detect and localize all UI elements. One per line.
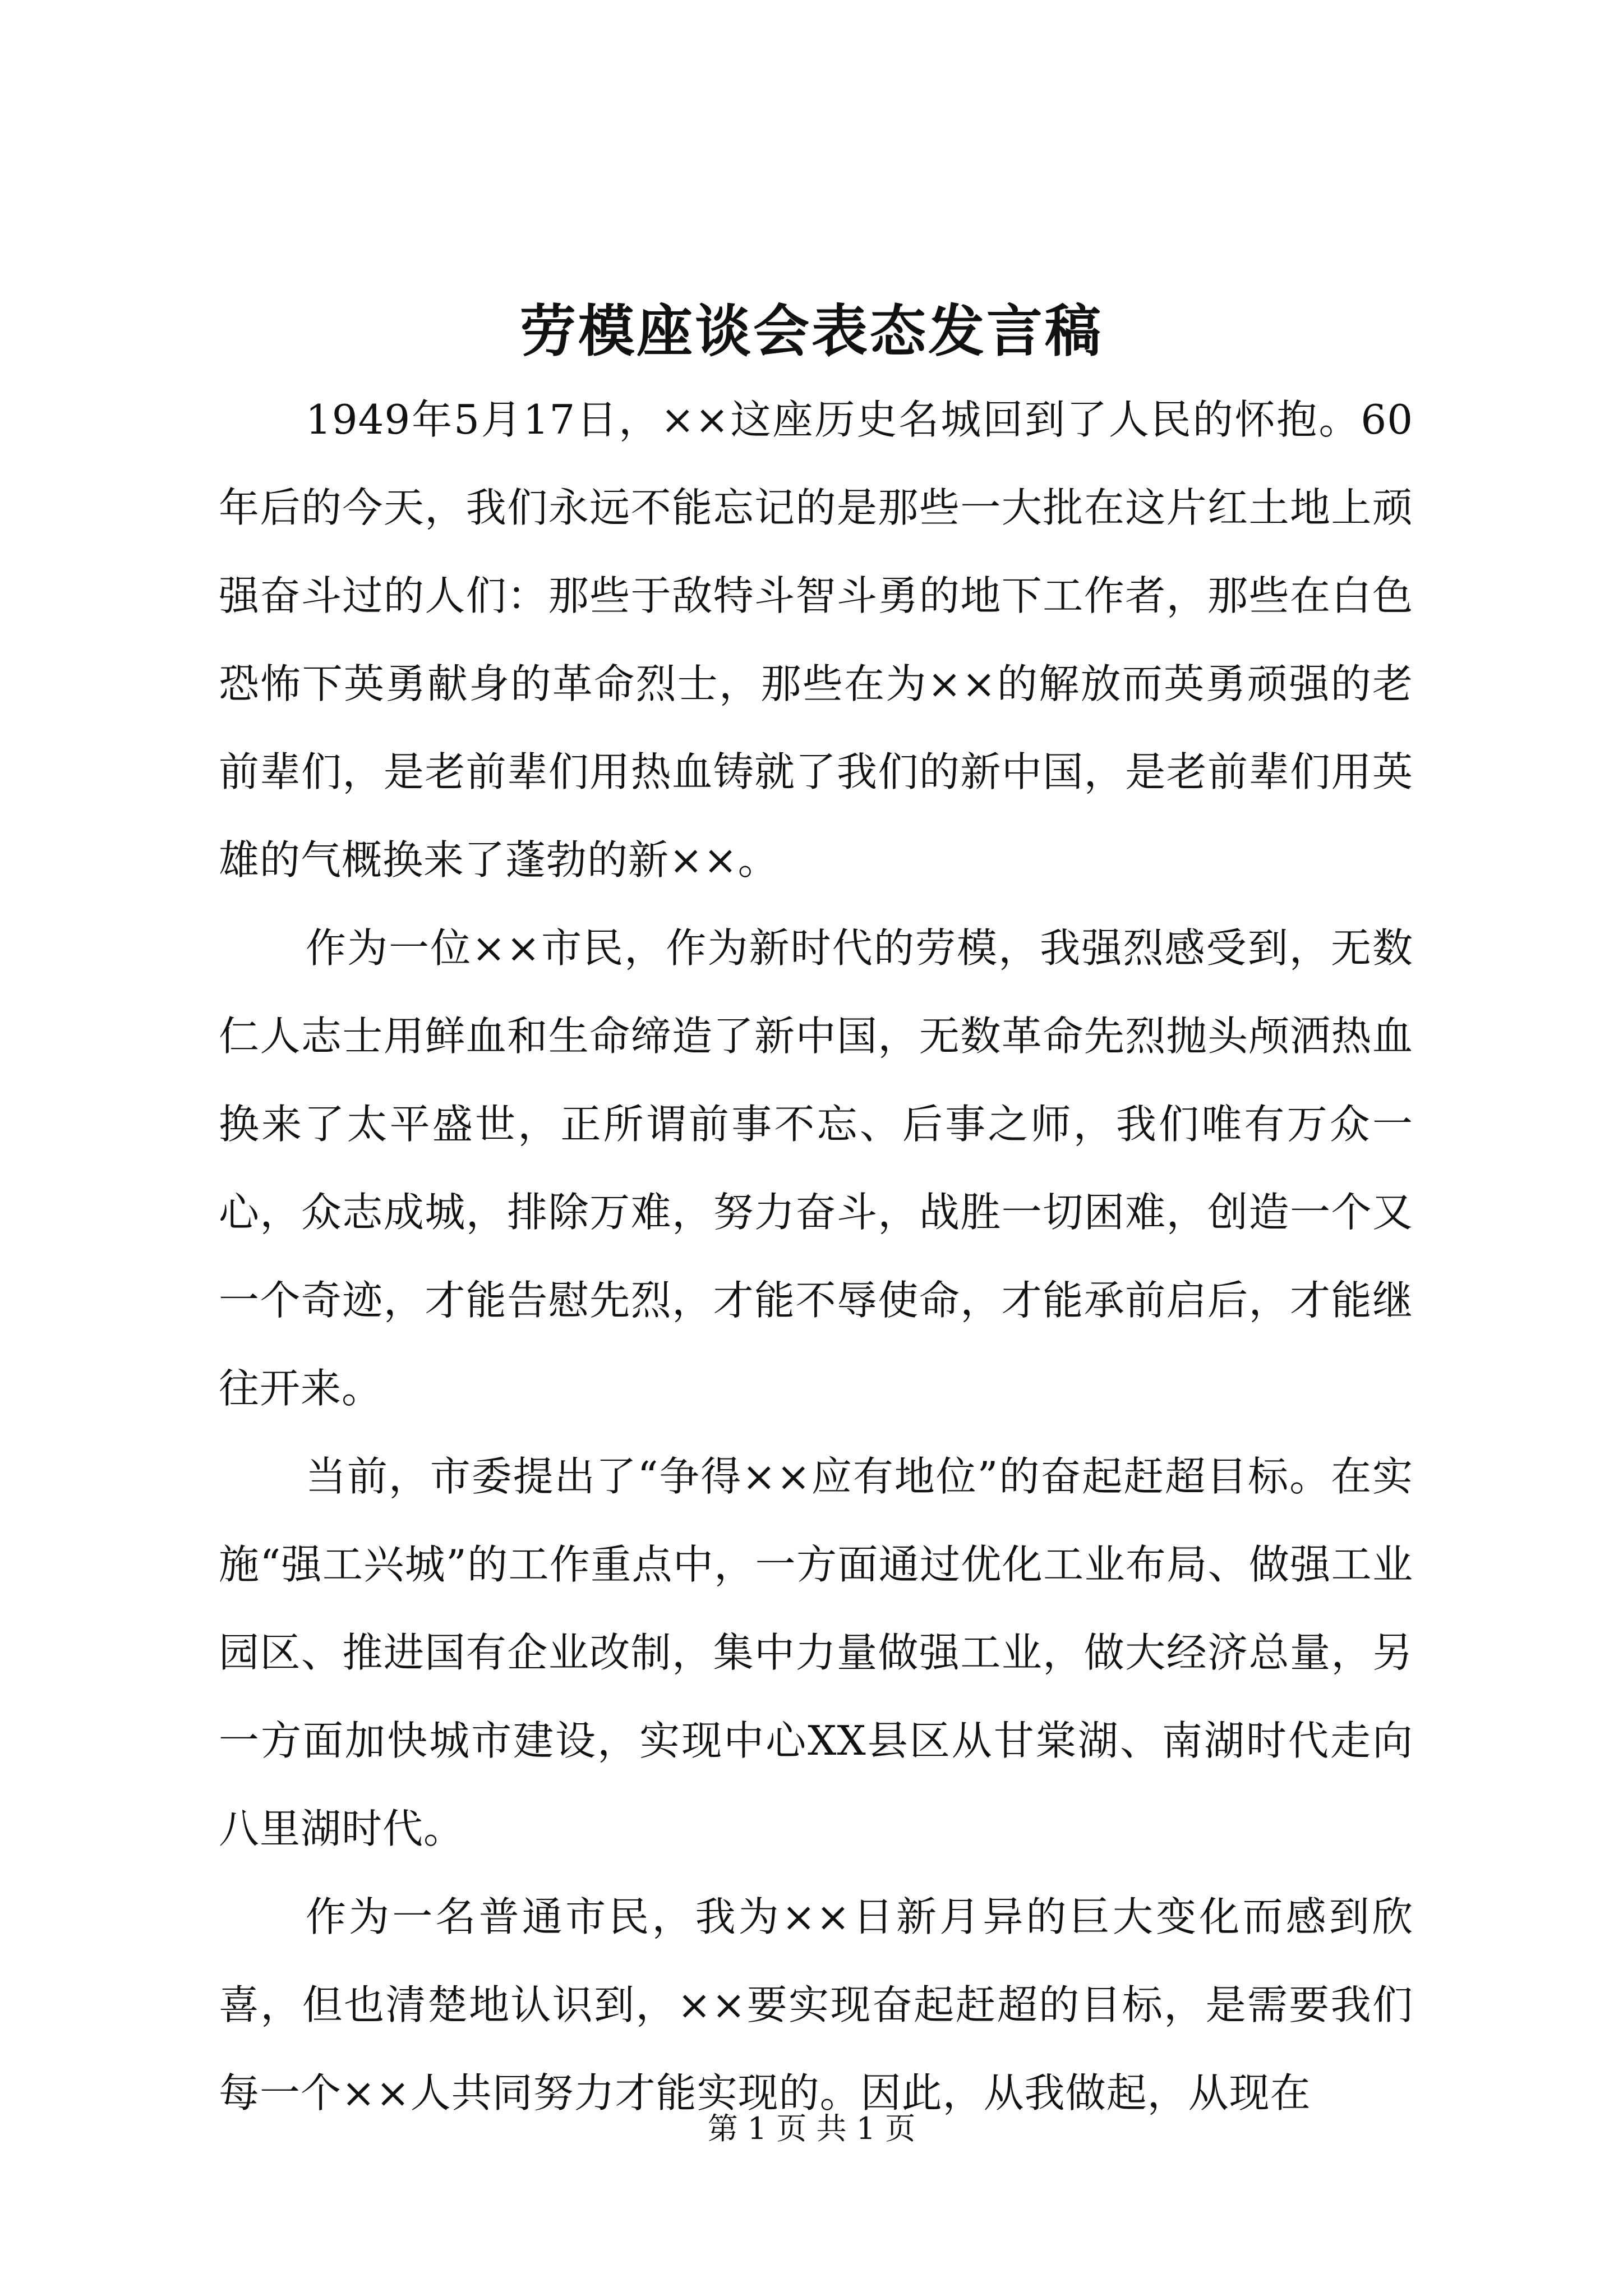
document-body [219,376,1413,2137]
paragraph-2: 作为一位××市民，作为新时代的劳模，我强烈感受到，无数仁人志士用鲜血和生命缔造了新中国，无数革命先烈抛头颅洒热血换来了太平盛世，正所谓前事不忘、后事之师，我们唯有万众一心，众志成城，排除万难，努力奋斗，战胜一切困难，创造一个又一个奇迹，才能告慰先烈，才能不辱使命，才能承前启后，才能继往开来。 [219,924,1413,1412]
page-footer [0,2106,1623,2151]
paragraph-3: 当前，市委提出了“争得××应有地位”的奋起赶超目标。在实施“强工兴城”的工作重点中，一方面通过优化工业布局、做强工业园区、推进国有企业改制，集中力量做强工业，做大经济总量，另一方面加快城市建设，实现中心XX县区从甘棠湖、南湖时代走向八里湖时代。 [219,1453,1413,1852]
document-title: 劳模座谈会表态发言稿 [520,298,1103,364]
paragraph-4: 作为一名普通市民，我为××日新月异的巨大变化而感到欣喜，但也清楚地认识到，××要实现奋起赶超的目标，是需要我们每一个××人共同努力才能实现的。因此，从我做起，从现在 [219,1893,1413,2116]
paragraph-1: 1949年5月17日，××这座历史名城回到了人民的怀抱。60年后的今天，我们永远不能忘记的是那些一大批在这片红土地上顽强奋斗过的人们：那些于敌特斗智斗勇的地下工作者，那些在白色恐怖下英勇献身的革命烈士，那些在为××的解放而英勇顽强的老前辈们，是老前辈们用热血铸就了我们的新中国，是老前辈们用英雄的气概换来了蓬勃的新××。 [219,396,1413,884]
page-number-label: 第 1 页 共 1 页 [707,2111,916,2146]
